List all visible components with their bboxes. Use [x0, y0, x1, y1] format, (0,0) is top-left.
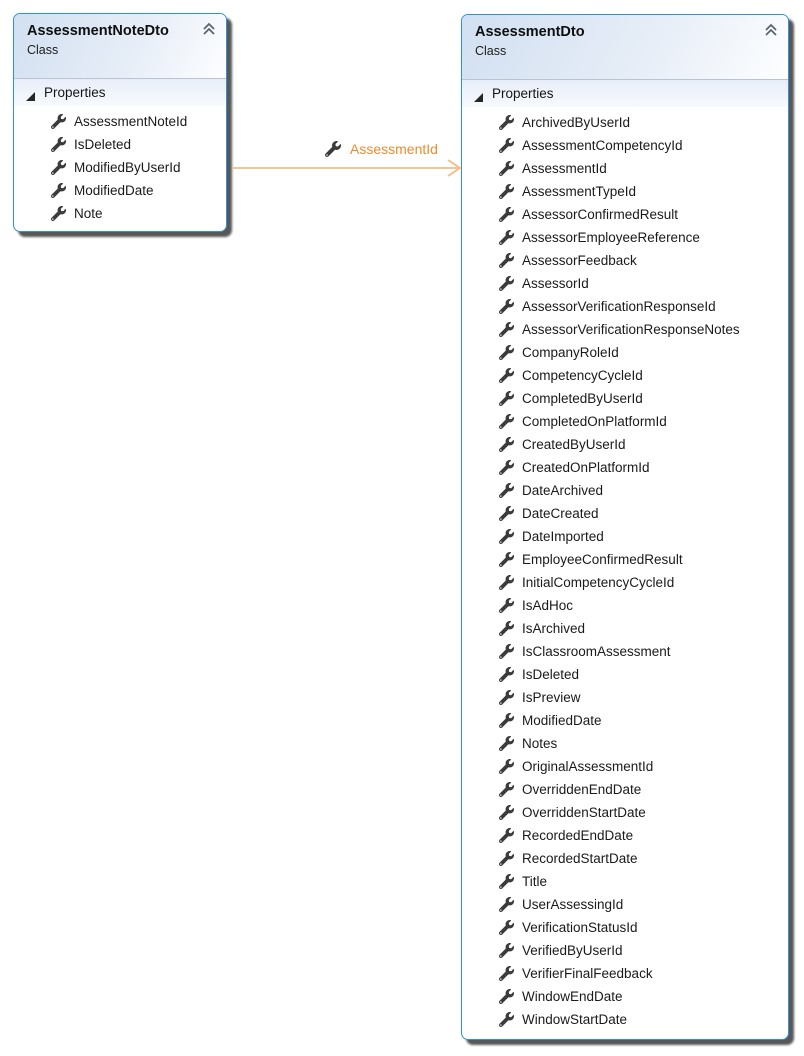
property-row[interactable] — [462, 295, 788, 318]
wrench-icon — [499, 943, 514, 958]
collapse-chevron-icon[interactable] — [201, 21, 217, 37]
property-label: AssessorEmployeeReference — [522, 230, 700, 245]
properties-compartment-label: Properties — [492, 86, 554, 101]
property-label: DateImported — [522, 529, 604, 544]
wrench-icon — [499, 460, 514, 475]
property-row[interactable] — [462, 663, 788, 686]
property-row[interactable] — [462, 985, 788, 1008]
wrench-icon — [499, 667, 514, 682]
wrench-icon — [499, 230, 514, 245]
class-box-header — [14, 14, 226, 79]
property-label: WindowStartDate — [522, 1012, 628, 1027]
property-label: IsPreview — [522, 690, 581, 705]
property-row[interactable] — [462, 525, 788, 548]
class-stereotype: Class — [475, 44, 507, 58]
wrench-icon — [499, 782, 514, 797]
wrench-icon — [499, 897, 514, 912]
property-label: VerifiedByUserId — [522, 943, 623, 958]
wrench-icon — [499, 736, 514, 751]
property-row[interactable] — [462, 939, 788, 962]
property-row[interactable] — [462, 732, 788, 755]
property-label: CompletedOnPlatformId — [522, 414, 667, 429]
property-label: AssessorVerificationResponseNotes — [522, 322, 740, 337]
wrench-icon — [499, 552, 514, 567]
property-row[interactable] — [462, 318, 788, 341]
property-label: AssessorVerificationResponseId — [522, 299, 716, 314]
property-label: CreatedOnPlatformId — [522, 460, 650, 475]
property-label: AssessorId — [522, 276, 589, 291]
property-row[interactable] — [462, 157, 788, 180]
property-label: AssessmentCompetencyId — [522, 138, 683, 153]
property-row[interactable] — [462, 1008, 788, 1031]
property-label: WindowEndDate — [522, 989, 623, 1004]
property-row[interactable] — [462, 801, 788, 824]
properties-compartment-label: Properties — [44, 85, 106, 100]
property-row[interactable] — [462, 134, 788, 157]
property-row[interactable] — [462, 778, 788, 801]
wrench-icon — [499, 138, 514, 153]
property-row[interactable] — [462, 893, 788, 916]
property-label: Title — [522, 874, 548, 889]
property-row[interactable] — [462, 433, 788, 456]
property-row[interactable] — [462, 387, 788, 410]
property-label: IsAdHoc — [522, 598, 574, 613]
property-row[interactable] — [462, 686, 788, 709]
property-row[interactable] — [462, 456, 788, 479]
property-label: IsClassroomAssessment — [522, 644, 671, 659]
property-label: InitialCompetencyCycleId — [522, 575, 675, 590]
property-label: CompanyRoleId — [522, 345, 619, 360]
property-label: IsDeleted — [522, 667, 580, 682]
property-row[interactable] — [462, 341, 788, 364]
property-list — [462, 107, 788, 1031]
wrench-icon — [499, 184, 514, 199]
class-stereotype: Class — [27, 43, 59, 57]
property-label: RecordedEndDate — [522, 828, 634, 843]
association-label-text: AssessmentId — [350, 141, 438, 157]
wrench-icon — [499, 322, 514, 337]
property-label: AssessmentNoteId — [74, 114, 188, 129]
wrench-icon — [499, 115, 514, 130]
property-label: OverriddenStartDate — [522, 805, 646, 820]
property-row[interactable] — [14, 202, 226, 225]
property-label: AssessmentTypeId — [522, 184, 637, 199]
wrench-icon — [499, 575, 514, 590]
property-label: EmployeeConfirmedResult — [522, 552, 683, 567]
property-row[interactable] — [462, 870, 788, 893]
class-box-assessment-note-dto[interactable] — [13, 13, 227, 232]
property-label: VerificationStatusId — [522, 920, 638, 935]
property-label: AssessorConfirmedResult — [522, 207, 679, 222]
property-label: CreatedByUserId — [522, 437, 626, 452]
property-label: OriginalAssessmentId — [522, 759, 654, 774]
wrench-icon — [499, 713, 514, 728]
property-label: ModifiedDate — [74, 183, 154, 198]
property-row[interactable] — [462, 249, 788, 272]
wrench-icon — [499, 621, 514, 636]
expander-triangle-icon[interactable] — [474, 89, 483, 98]
property-row[interactable] — [462, 709, 788, 732]
property-row[interactable] — [462, 479, 788, 502]
expander-triangle-icon[interactable] — [26, 88, 35, 97]
wrench-icon — [325, 141, 341, 157]
property-row[interactable] — [462, 203, 788, 226]
property-row[interactable] — [462, 548, 788, 571]
property-label: AssessorFeedback — [522, 253, 637, 268]
property-row[interactable] — [14, 156, 226, 179]
property-label: VerifierFinalFeedback — [522, 966, 653, 981]
property-row[interactable] — [462, 502, 788, 525]
property-row[interactable] — [462, 755, 788, 778]
class-title: AssessmentDto — [475, 24, 585, 40]
wrench-icon — [499, 989, 514, 1004]
property-label: ArchivedByUserId — [522, 115, 631, 130]
property-row[interactable] — [462, 410, 788, 433]
wrench-icon — [51, 206, 66, 221]
property-row[interactable] — [462, 847, 788, 870]
property-label: ModifiedByUserId — [74, 160, 181, 175]
property-label: DateCreated — [522, 506, 599, 521]
association-label[interactable] — [325, 141, 438, 157]
property-row[interactable] — [462, 962, 788, 985]
wrench-icon — [499, 161, 514, 176]
wrench-icon — [51, 137, 66, 152]
property-label: Note — [74, 206, 103, 221]
property-row[interactable] — [462, 594, 788, 617]
property-row[interactable] — [462, 364, 788, 387]
wrench-icon — [499, 759, 514, 774]
wrench-icon — [499, 368, 514, 383]
property-row[interactable] — [462, 916, 788, 939]
wrench-icon — [51, 160, 66, 175]
property-label: RecordedStartDate — [522, 851, 638, 866]
property-label: Notes — [522, 736, 558, 751]
property-label: AssessmentId — [522, 161, 607, 176]
wrench-icon — [499, 299, 514, 314]
property-row[interactable] — [462, 180, 788, 203]
wrench-icon — [499, 966, 514, 981]
wrench-icon — [499, 483, 514, 498]
property-label: CompletedByUserId — [522, 391, 643, 406]
class-title: AssessmentNoteDto — [27, 23, 169, 39]
property-label: DateArchived — [522, 483, 604, 498]
property-row[interactable] — [462, 571, 788, 594]
property-row[interactable] — [462, 824, 788, 847]
wrench-icon — [499, 414, 514, 429]
wrench-icon — [499, 207, 514, 222]
properties-compartment-header[interactable] — [462, 80, 788, 107]
wrench-icon — [499, 828, 514, 843]
wrench-icon — [499, 253, 514, 268]
property-list — [14, 106, 226, 225]
property-row[interactable] — [462, 226, 788, 249]
wrench-icon — [499, 529, 514, 544]
wrench-icon — [499, 920, 514, 935]
property-row[interactable] — [462, 272, 788, 295]
wrench-icon — [499, 437, 514, 452]
wrench-icon — [51, 183, 66, 198]
property-row[interactable] — [14, 133, 226, 156]
association-arrow[interactable] — [231, 156, 463, 180]
property-label: UserAssessingId — [522, 897, 624, 912]
property-row[interactable] — [462, 111, 788, 134]
property-label: IsDeleted — [74, 137, 132, 152]
wrench-icon — [499, 851, 514, 866]
class-box-assessment-dto[interactable] — [461, 14, 789, 1040]
wrench-icon — [499, 874, 514, 889]
property-label: ModifiedDate — [522, 713, 602, 728]
property-row[interactable] — [14, 179, 226, 202]
property-row[interactable] — [462, 617, 788, 640]
wrench-icon — [499, 391, 514, 406]
wrench-icon — [499, 805, 514, 820]
property-label: OverriddenEndDate — [522, 782, 642, 797]
wrench-icon — [499, 276, 514, 291]
collapse-chevron-icon[interactable] — [763, 22, 779, 38]
wrench-icon — [499, 644, 514, 659]
wrench-icon — [499, 598, 514, 613]
class-box-header — [462, 15, 788, 80]
properties-compartment-header[interactable] — [14, 79, 226, 106]
property-row[interactable] — [14, 110, 226, 133]
property-row[interactable] — [462, 640, 788, 663]
wrench-icon — [499, 1012, 514, 1027]
wrench-icon — [499, 345, 514, 360]
wrench-icon — [499, 506, 514, 521]
wrench-icon — [499, 690, 514, 705]
wrench-icon — [51, 114, 66, 129]
property-label: IsArchived — [522, 621, 586, 636]
property-label: CompetencyCycleId — [522, 368, 643, 383]
